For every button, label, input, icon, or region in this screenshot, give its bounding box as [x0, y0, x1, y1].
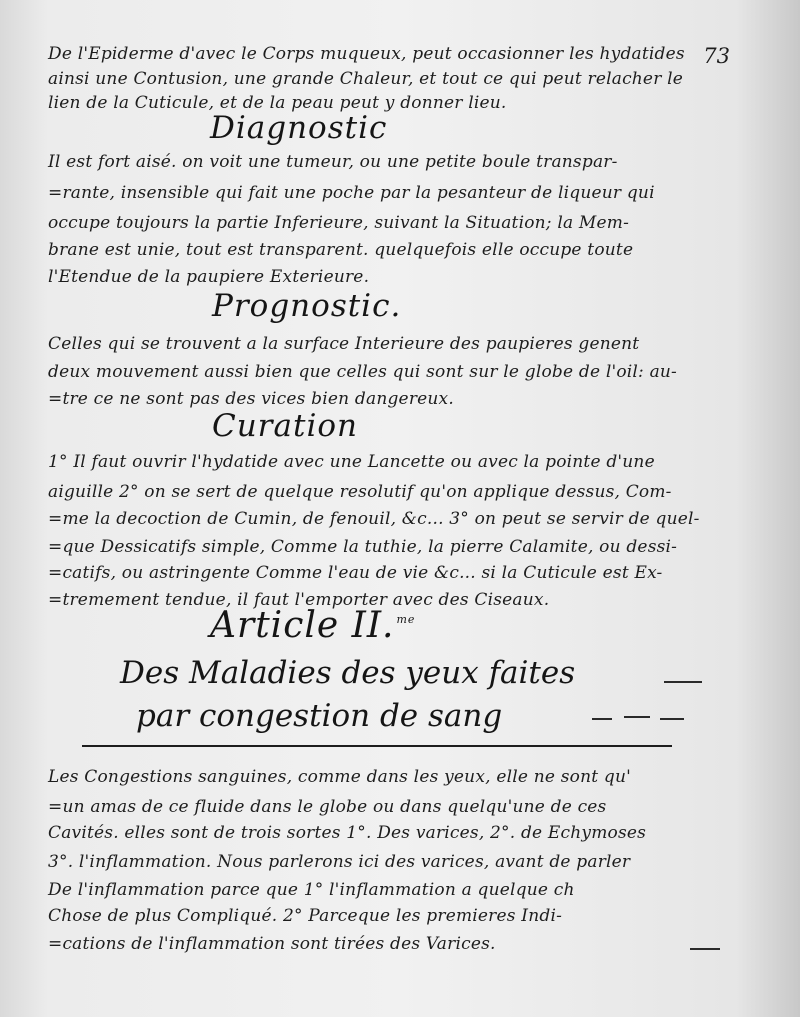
article-title-line-2: par congestion de sang [136, 698, 503, 734]
prognostic-line: Celles qui se trouvent a la surface Interieure des paupieres genent [48, 334, 640, 354]
line-end-dash [690, 948, 720, 950]
article-line: De l'inflammation parce que 1° l'inflammation a quelque ch [48, 880, 575, 900]
prognostic-line: =tre ce ne sont pas des vices bien dangereux. [48, 389, 454, 409]
title-dash [664, 681, 702, 683]
curation-line: =catifs, ou astringente Comme l'eau de vie &c... si la Cuticule est Ex- [48, 563, 663, 583]
curation-line: 1° Il faut ouvrir l'hydatide avec une Lancette ou avec la pointe d'une [48, 452, 655, 472]
title-underline-rule [82, 745, 672, 747]
article-ordinal-superscript: me [396, 613, 416, 626]
curation-line: =tremement tendue, il faut l'emporter avec des Ciseaux. [48, 590, 550, 610]
title-dash [624, 716, 650, 718]
diagnostic-line: brane est unie, tout est transparent. quelquefois elle occupe toute [48, 240, 634, 260]
intro-line: De l'Epiderme d'avec le Corps muqueux, peut occasionner les hydatides [48, 44, 685, 64]
section-heading-diagnostic: Diagnostic [210, 110, 388, 146]
article-line: Cavités. elles sont de trois sortes 1°. Des varices, 2°. de Echymoses [48, 823, 647, 843]
diagnostic-line: =rante, insensible qui fait une poche par la pesanteur de liqueur qui [48, 183, 655, 203]
intro-line: lien de la Cuticule, et de la peau peut y donner lieu. [48, 93, 507, 113]
curation-line: aiguille 2° on se sert de quelque resolutif qu'on applique dessus, Com- [48, 482, 672, 502]
article-line: =cations de l'inflammation sont tirées des Varices. [48, 934, 496, 954]
diagnostic-line: Il est fort aisé. on voit une tumeur, ou une petite boule transpar- [48, 152, 618, 172]
intro-line: ainsi une Contusion, une grande Chaleur, et tout ce qui peut relacher le [48, 69, 684, 89]
article-heading [210, 605, 415, 646]
section-heading-prognostic: Prognostic. [212, 288, 402, 324]
article-line: Chose de plus Compliqué. 2° Parceque les premieres Indi- [48, 906, 563, 926]
prognostic-line: deux mouvement aussi bien que celles qui sont sur le globe de l'oil: au- [48, 362, 678, 382]
diagnostic-line: l'Etendue de la paupiere Exterieure. [48, 267, 370, 287]
article-title-line-1: Des Maladies des yeux faites [120, 655, 576, 691]
page-number: 73 [703, 44, 730, 68]
bleed-through-text [470, 280, 475, 298]
curation-line: =que Dessicatifs simple, Comme la tuthie, la pierre Calamite, ou dessi- [48, 537, 678, 557]
title-dash [592, 718, 612, 720]
article-line: =un amas de ce fluide dans le globe ou dans quelqu'une de ces [48, 797, 607, 817]
title-dash [660, 718, 684, 720]
article-line: Les Congestions sanguines, comme dans les yeux, elle ne sont qu' [48, 767, 631, 787]
article-line: 3°. l'inflammation. Nous parlerons ici des varices, avant de parler [48, 852, 631, 872]
section-heading-curation: Curation [212, 408, 358, 444]
diagnostic-line: occupe toujours la partie Inferieure, suivant la Situation; la Mem- [48, 213, 630, 233]
article-number: Article II. [210, 605, 395, 646]
curation-line: =me la decoction de Cumin, de fenouil, &c... 3° on peut se servir de quel- [48, 509, 700, 529]
